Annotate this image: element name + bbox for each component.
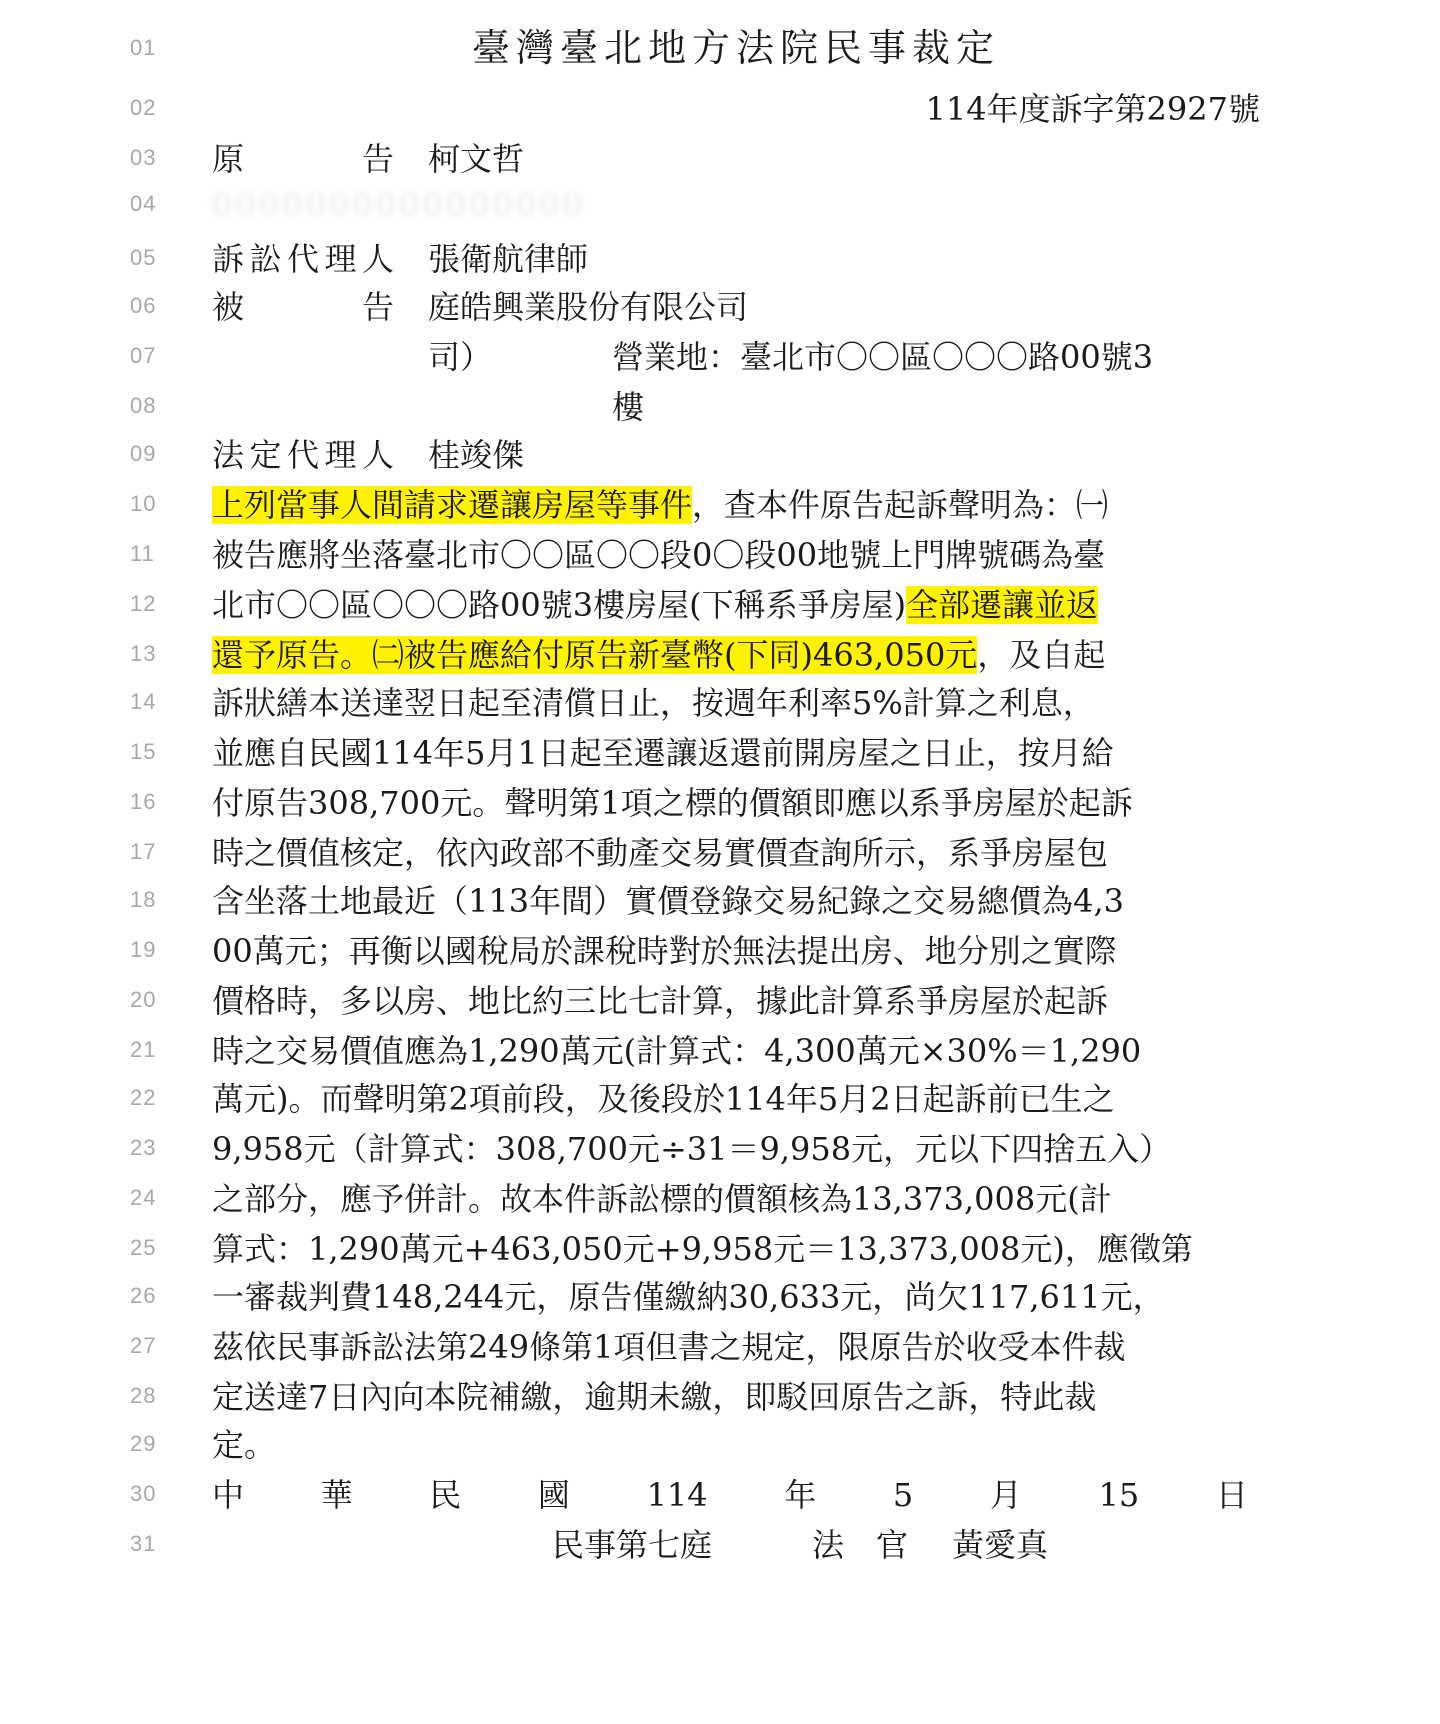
ruling-date (212, 1472, 1248, 1518)
line-number: 08 (130, 393, 157, 418)
body-line-25: 算式：1,290萬元+463,050元+9,958元＝13,373,008元)，應徵第 (212, 1230, 1193, 1268)
date-char: 民 (429, 1476, 462, 1514)
body-line-27: 茲依民事訴訟法第249條第1項但書之規定，限原告於收受本件裁 (212, 1328, 1126, 1366)
date-year: 114 (646, 1476, 708, 1514)
line-number: 13 (130, 641, 157, 666)
redacted-text: 0000000000000000 (212, 186, 586, 224)
line-number: 15 (130, 739, 157, 764)
line-number: 28 (130, 1383, 157, 1408)
line-number: 19 (130, 937, 157, 962)
defendant-label: 被 告 (212, 288, 394, 326)
line-number: 04 (130, 191, 157, 216)
date-char: 月 (989, 1476, 1022, 1514)
court-division: 民事第七庭 (552, 1526, 713, 1564)
body-line-14: 訴狀繕本送達翌日起至清償日止，按週年利率5%計算之利息， (212, 684, 1095, 722)
date-char: 年 (784, 1476, 817, 1514)
highlighted-text: 上列當事人間請求遷讓房屋等事件 (212, 486, 693, 524)
body-line-21: 時之交易價值應為1,290萬元(計算式：4,300萬元×30%＝1,290 (212, 1032, 1142, 1070)
agent-label: 訴訟代理人 (212, 240, 394, 278)
date-day: 15 (1098, 1476, 1140, 1514)
defendant-name: 庭皓興業股份有限公司 (428, 288, 749, 326)
line-number: 10 (130, 491, 157, 516)
body-line-28: 定送達7日內向本院補繳，逾期未繳，即駁回原告之訴，特此裁 (212, 1378, 1097, 1416)
body-line-11: 被告應將坐落臺北市〇〇區〇〇段0〇段00地號上門牌號碼為臺 (212, 536, 1106, 574)
line-number: 17 (130, 839, 157, 864)
body-line-10 (212, 482, 1260, 528)
line-number: 20 (130, 987, 157, 1012)
redacted-row (212, 182, 1260, 228)
date-char: 日 (1215, 1476, 1248, 1514)
line-number: 26 (130, 1283, 157, 1308)
highlighted-text: 還予原告。㈡被告應給付原告新臺幣(下同)463,050元 (212, 636, 978, 674)
body-line-12 (212, 582, 1260, 628)
document-title: 臺灣臺北地方法院民事裁定 (471, 26, 1000, 70)
line-number: 02 (130, 95, 157, 120)
body-text: 北市〇〇區〇〇〇路00號3樓房屋(下稱系爭房屋) (212, 586, 907, 624)
body-line-15: 並應自民國114年5月1日起至遷讓返還前開房屋之日止，按月給 (212, 734, 1114, 772)
date-char: 中 (212, 1476, 245, 1514)
plaintiff-row (212, 136, 1260, 182)
line-number: 23 (130, 1135, 157, 1160)
rep-label: 法定代理人 (212, 436, 394, 474)
body-line-18: 含坐落土地最近（113年間）實價登錄交易紀錄之交易總價為4,3 (212, 882, 1124, 920)
line-number: 18 (130, 887, 157, 912)
line-number: 21 (130, 1037, 157, 1062)
plaintiff-label: 原 告 (212, 140, 394, 178)
defendant-address-cont (212, 384, 1260, 430)
agent-row (212, 236, 1260, 282)
defendant-address-row (212, 334, 1260, 380)
line-number: 24 (130, 1185, 157, 1210)
line-number: 11 (130, 541, 155, 566)
rep-row (212, 432, 1260, 478)
line-number: 06 (130, 293, 157, 318)
date-char: 國 (537, 1476, 570, 1514)
body-line-26: 一審裁判費148,244元，原告僅繳納30,633元，尚欠117,611元， (212, 1278, 1165, 1316)
body-text: ，查本件原告起訴聲明為：㈠ (692, 486, 1109, 524)
body-line-22: 萬元)。而聲明第2項前段，及後段於114年5月2日起訴前已生之 (212, 1080, 1115, 1118)
body-line-24: 之部分，應予併計。故本件訴訟標的價額核為13,373,008元(計 (212, 1180, 1112, 1218)
line-number: 30 (130, 1481, 157, 1506)
body-line-23: 9,958元（計算式：308,700元÷31＝9,958元，元以下四捨五入） (212, 1130, 1172, 1168)
body-line-16: 付原告308,700元。聲明第1項之標的價額即應以系爭房屋於起訴 (212, 784, 1133, 822)
defendant-address-end: 樓 (612, 388, 645, 426)
line-number: 01 (130, 35, 157, 60)
line-number: 29 (130, 1431, 157, 1456)
line-number: 03 (130, 145, 157, 170)
signature-row (212, 1522, 1260, 1568)
defendant-note: 司） (428, 338, 493, 376)
body-line-17: 時之價值核定，依內政部不動產交易實價查詢所示，系爭房屋包 (212, 834, 1109, 872)
line-number: 27 (130, 1333, 157, 1358)
date-char: 華 (320, 1476, 353, 1514)
line-number: 07 (130, 343, 157, 368)
agent-name: 張衛航律師 (428, 240, 589, 278)
body-line-20: 價格時，多以房、地比約三比七計算，據此計算系爭房屋於起訴 (212, 982, 1109, 1020)
line-number: 31 (130, 1531, 157, 1556)
highlighted-text: 全部遷讓並返 (906, 586, 1099, 624)
body-line-29: 定。 (212, 1426, 277, 1464)
line-number: 16 (130, 789, 157, 814)
body-line-19: 00萬元；再衡以國稅局於課稅時對於無法提出房、地分別之實際 (212, 932, 1117, 970)
case-number: 114年度訴字第2927號 (925, 90, 1260, 128)
body-text: ，及自起 (977, 636, 1106, 674)
body-line-13 (212, 632, 1260, 678)
line-number: 05 (130, 245, 157, 270)
date-month: 5 (892, 1476, 914, 1514)
line-number: 14 (130, 689, 157, 714)
defendant-address: 營業地：臺北市〇〇區〇〇〇路00號3 (612, 338, 1154, 376)
plaintiff-name: 柯文哲 (428, 140, 525, 178)
rep-name: 桂竣傑 (428, 436, 525, 474)
line-number: 09 (130, 441, 157, 466)
line-number: 22 (130, 1085, 157, 1110)
judge-role: 法 官 (812, 1526, 909, 1564)
line-number: 12 (130, 591, 157, 616)
line-number: 25 (130, 1235, 157, 1260)
judge-name: 黃愛真 (952, 1526, 1049, 1564)
defendant-row (212, 284, 1260, 330)
